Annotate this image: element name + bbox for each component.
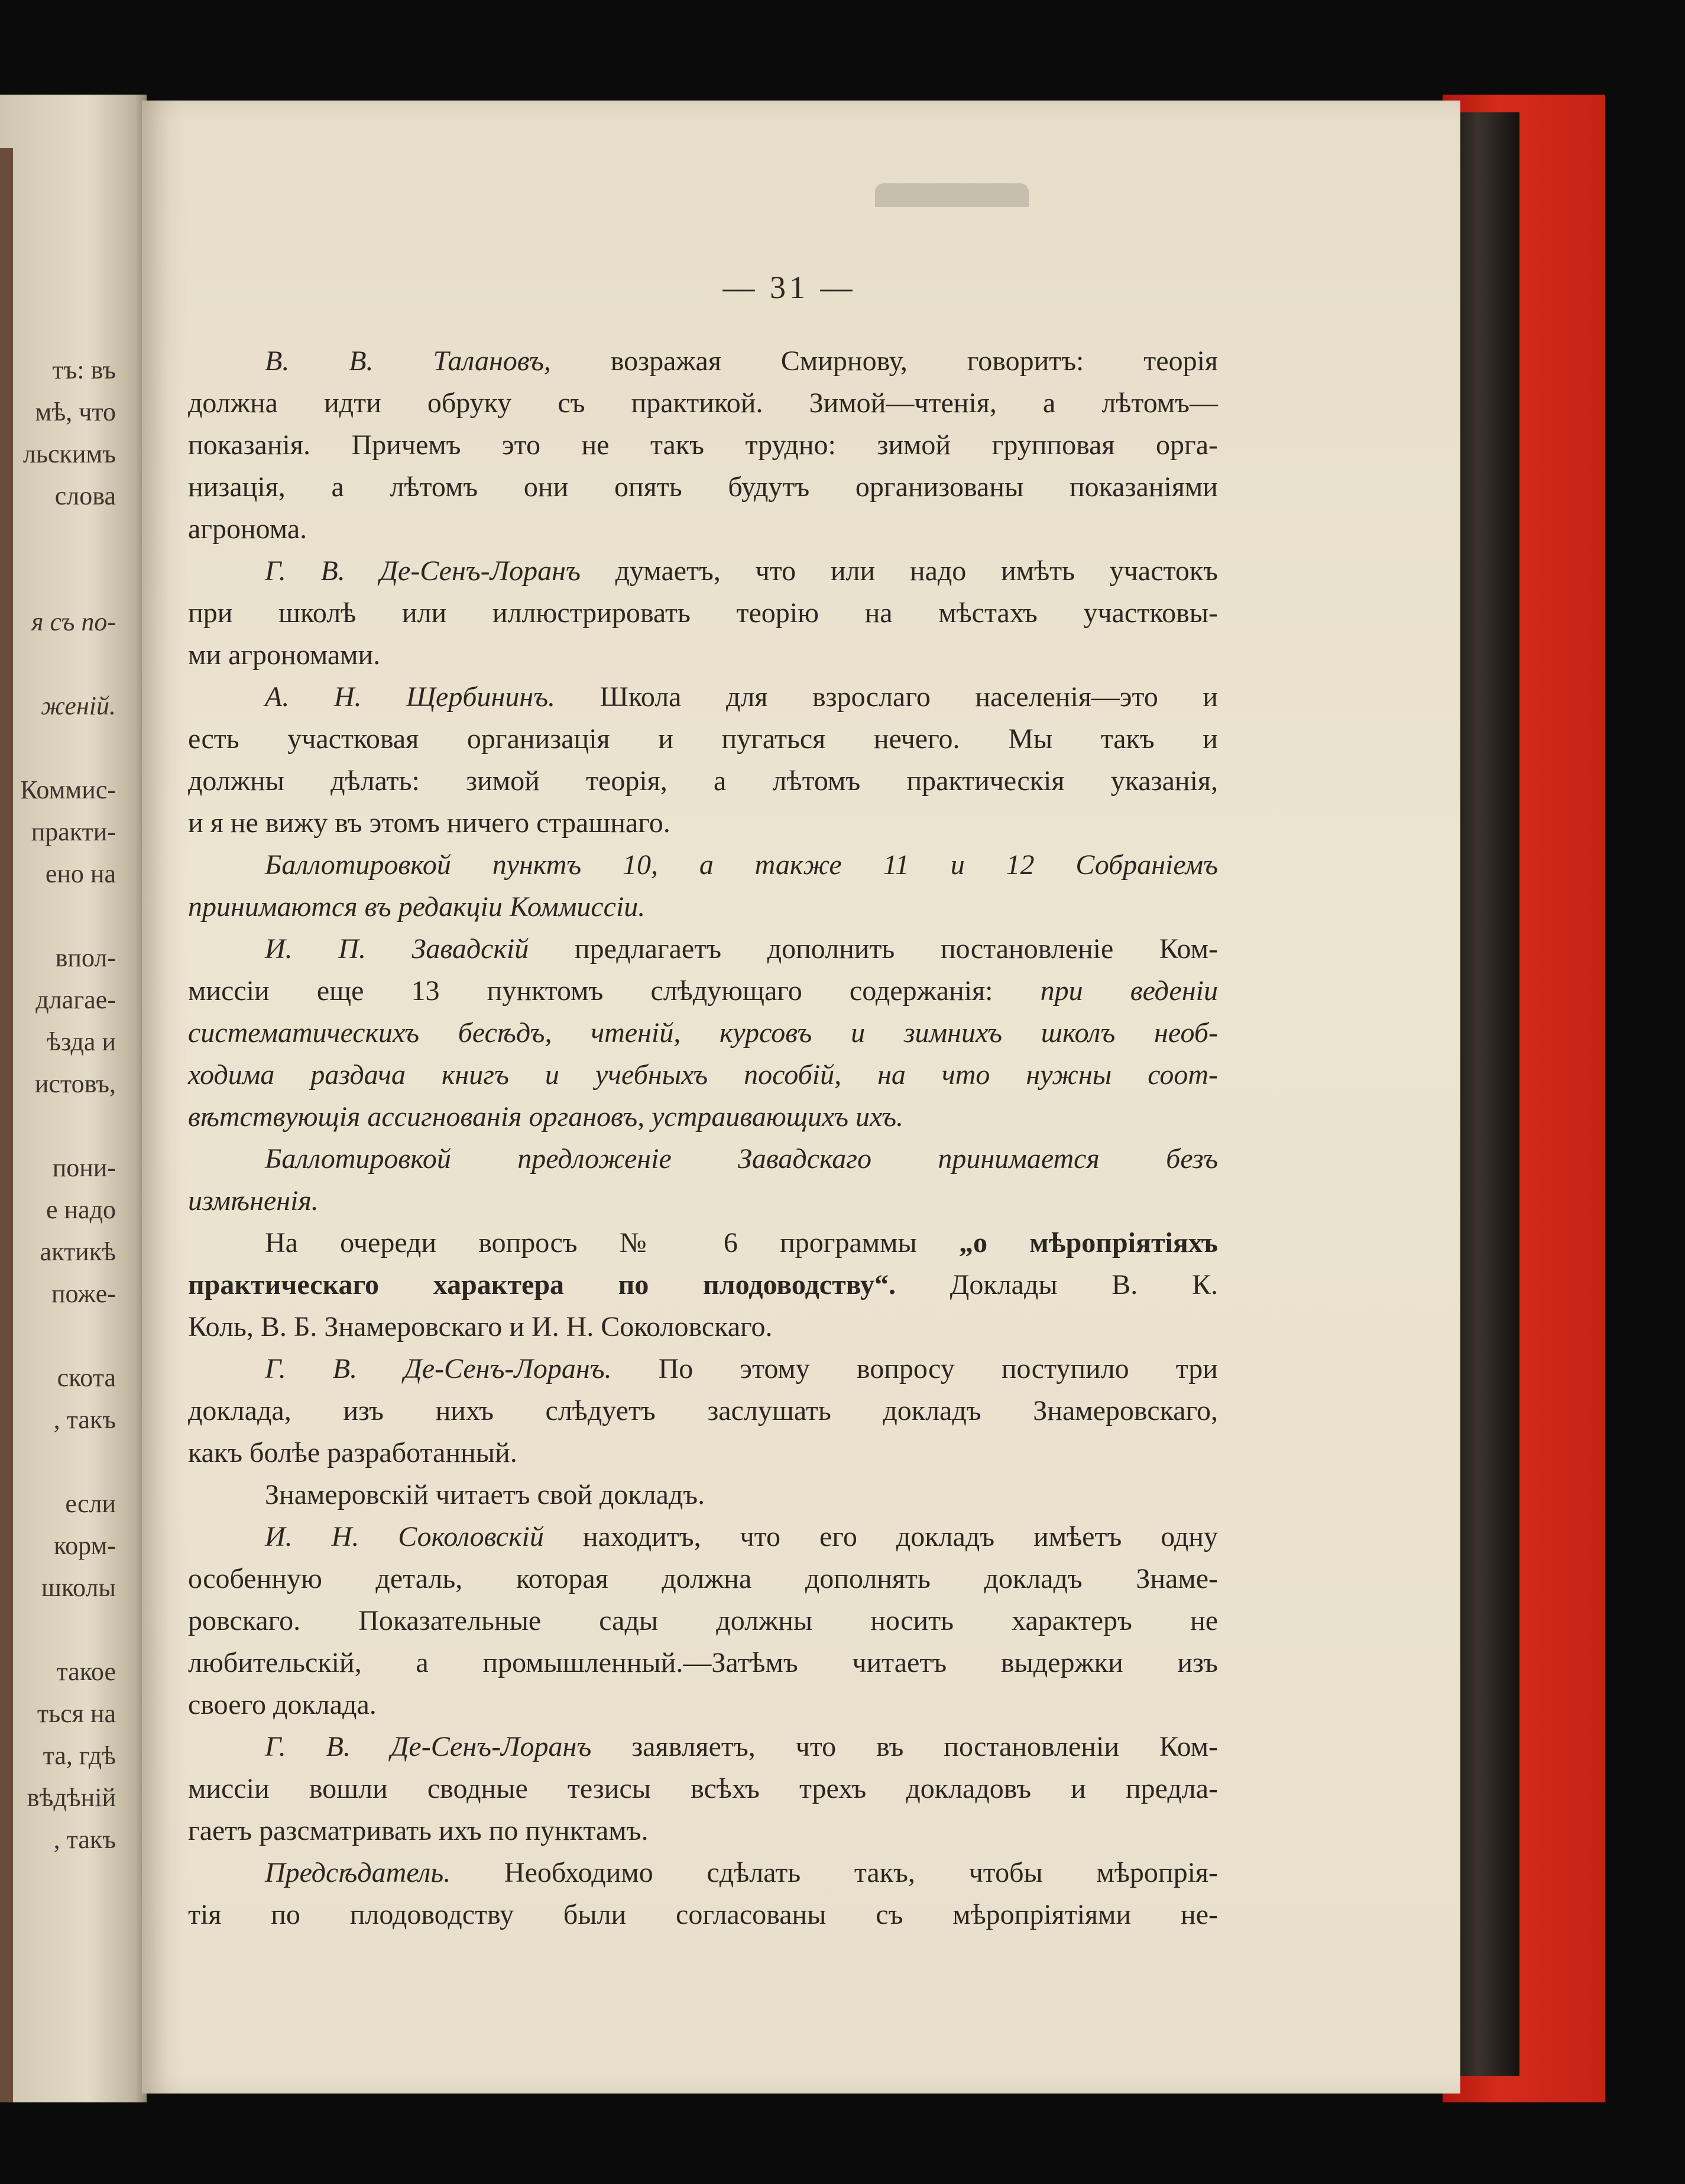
text-segment: агронома.	[188, 513, 307, 545]
text-segment: возражая Смирнову, говоритъ: теорія	[550, 345, 1218, 377]
left-page-line: истовъ,	[34, 1069, 116, 1098]
left-page-line: актикѣ	[40, 1237, 116, 1266]
text-line	[188, 1600, 1218, 1642]
text-line	[188, 886, 1218, 928]
italic-text: Баллотировкой предложеніе Завадскаго принимается безъ	[265, 1143, 1218, 1174]
italic-text: Баллотировкой пунктъ 10, а также 11 и 12 Собраніемъ	[265, 849, 1218, 881]
text-line	[188, 1348, 1218, 1390]
text-line	[188, 1432, 1218, 1474]
paragraph	[188, 1138, 1218, 1222]
text-line	[188, 550, 1218, 592]
text-segment: и я не вижу въ этомъ ничего страшнаго.	[188, 807, 670, 839]
text-line	[188, 1768, 1218, 1810]
left-page-line	[0, 1105, 116, 1147]
text-segment: думаетъ, что или надо имѣть участокъ	[580, 555, 1218, 587]
text-segment: На очереди вопросъ № 6 программы	[265, 1227, 959, 1258]
italic-text: А. Н. Щербининъ.	[265, 681, 556, 713]
bold-text: практическаго характера по плодоводству“.	[188, 1269, 896, 1300]
text-line	[188, 1390, 1218, 1432]
text-line	[188, 1264, 1218, 1306]
text-line	[188, 1012, 1218, 1054]
text-segment: низація, а лѣтомъ они опять будутъ организованы показаніями	[188, 471, 1218, 503]
left-page-line: если	[65, 1489, 116, 1518]
left-page-line: пони-	[52, 1153, 116, 1182]
italic-text: систематическихъ бесѣдъ, чтеній, курсовъ и зимнихъ школъ необ-	[188, 1017, 1218, 1049]
text-segment: любительскій, а промышленный.—Затѣмъ читаетъ выдержки изъ	[188, 1647, 1218, 1678]
italic-text: Г. В. Де-Сенъ-Лоранъ.	[265, 1353, 612, 1384]
text-segment: По этому вопросу поступило три	[611, 1353, 1218, 1384]
italic-text: Г. В. Де-Сенъ-Лоранъ	[265, 555, 581, 587]
left-page-line: пожe-	[51, 1279, 116, 1308]
text-line	[188, 1180, 1218, 1222]
text-line	[188, 676, 1218, 718]
text-line	[188, 718, 1218, 760]
left-page-line: женій.	[41, 691, 116, 720]
left-page-line: скота	[57, 1363, 116, 1392]
text-segment: особенную деталь, которая должна дополнять докладъ Знаме-	[188, 1563, 1218, 1594]
text-line	[188, 1306, 1218, 1348]
left-page-line: такое	[56, 1657, 116, 1686]
page-number: — 31 —	[722, 270, 856, 305]
text-line	[188, 508, 1218, 550]
text-line	[188, 1894, 1218, 1936]
paragraph	[188, 550, 1218, 676]
text-line	[188, 760, 1218, 802]
text-line	[188, 1054, 1218, 1096]
text-line	[188, 1642, 1218, 1684]
text-line	[188, 424, 1218, 466]
italic-text: вѣтствующія ассигнованія органовъ, устраивающихъ ихъ.	[188, 1101, 904, 1133]
left-page-line: та, гдѣ	[43, 1741, 116, 1770]
page-block-edge	[1451, 112, 1519, 2076]
text-segment: есть участковая организація и пугаться нечего. Мы такъ и	[188, 723, 1218, 755]
text-line	[188, 1726, 1218, 1768]
paragraph	[188, 1726, 1218, 1852]
left-page-line: ено на	[45, 859, 116, 888]
left-page-line: ѣзда и	[47, 1027, 116, 1056]
text-segment: миссіи вошли сводные тезисы всѣхъ трехъ докладовъ и предла-	[188, 1773, 1218, 1804]
text-line	[188, 1222, 1218, 1264]
left-page-line: е надо	[46, 1195, 116, 1224]
text-line	[188, 802, 1218, 844]
text-segment: гаетъ разсматривать ихъ по пунктамъ.	[188, 1815, 649, 1846]
paragraph	[188, 844, 1218, 928]
left-page-line: мѣ, что	[35, 397, 116, 426]
left-page-line	[0, 895, 116, 937]
text-segment: Школа для взрослаго населенія—это и	[555, 681, 1219, 713]
text-line	[188, 466, 1218, 508]
text-segment: Знамеровскій читаетъ свой докладъ.	[265, 1479, 705, 1510]
italic-text: Г. В. Де-Сенъ-Лоранъ	[265, 1731, 592, 1762]
left-page-line	[0, 1609, 116, 1651]
text-line	[188, 634, 1218, 676]
text-line	[188, 928, 1218, 970]
text-line	[188, 970, 1218, 1012]
italic-text: измѣненія.	[188, 1185, 319, 1216]
text-line	[188, 1474, 1218, 1516]
bookmark-tab	[875, 183, 1029, 207]
left-page	[0, 95, 147, 2102]
left-page-line: Коммис-	[20, 775, 116, 804]
left-page-text	[0, 349, 116, 1861]
left-page-line	[0, 559, 116, 601]
text-segment: Доклады В. К.	[895, 1269, 1218, 1300]
paragraph	[188, 676, 1218, 844]
text-segment: должны дѣлать: зимой теорія, а лѣтомъ практическія указанія,	[188, 765, 1218, 797]
text-segment: заявляетъ, что въ постановленіи Ком-	[591, 1731, 1219, 1762]
text-segment: тія по плодоводству были согласованы съ мѣропріятіями не-	[188, 1899, 1218, 1930]
paragraph	[188, 928, 1218, 1138]
text-segment: при школѣ или иллюстрировать теорію на мѣстахъ участковы-	[188, 597, 1218, 629]
text-segment: Необходимо сдѣлать такъ, чтобы мѣропрія-	[451, 1857, 1218, 1888]
left-page-line: впол-	[55, 943, 116, 972]
text-line	[188, 844, 1218, 886]
text-line	[188, 1810, 1218, 1852]
text-line	[188, 1516, 1218, 1558]
paragraph	[188, 1852, 1218, 1936]
left-page-line	[0, 727, 116, 769]
text-line	[188, 1852, 1218, 1894]
bold-text: „о мѣропріятіяхъ	[958, 1227, 1218, 1258]
italic-text: И. П. Завадскій	[265, 933, 529, 965]
italic-text: Предсѣдатель.	[265, 1857, 451, 1888]
text-segment: миссіи еще 13 пунктомъ слѣдующаго содержанія:	[188, 975, 1041, 1007]
left-page-line: длагае-	[35, 985, 116, 1014]
text-segment: предлагаетъ дополнить постановленіе Ком-	[529, 933, 1219, 965]
left-page-line: , такъ	[53, 1825, 116, 1854]
italic-text: В. В. Талановъ,	[265, 345, 551, 377]
text-segment: ми агрономами.	[188, 639, 381, 671]
paragraph	[188, 1348, 1218, 1474]
paragraph	[188, 1516, 1218, 1726]
text-segment: Коль, В. Б. Знамеровскаго и И. Н. Соколовскаго.	[188, 1311, 773, 1342]
paragraph	[188, 340, 1218, 550]
left-page-line: вѣдѣній	[27, 1783, 116, 1812]
left-page-line: слова	[54, 481, 116, 510]
italic-text: И. Н. Соколовскій	[265, 1521, 544, 1552]
text-line	[188, 382, 1218, 424]
paragraph	[188, 1474, 1218, 1516]
text-segment: какъ болѣе разработанный.	[188, 1437, 517, 1468]
left-page-line: я съ по-	[31, 607, 116, 636]
left-page-line	[0, 1441, 116, 1483]
left-page-line: , такъ	[53, 1405, 116, 1434]
text-line	[188, 592, 1218, 634]
left-page-line: практи-	[31, 817, 116, 846]
text-line	[188, 1684, 1218, 1726]
text-segment: показанія. Причемъ это не такъ трудно: зимой групповая орга-	[188, 429, 1218, 461]
text-segment: доклада, изъ нихъ слѣдуетъ заслушать докладъ Знамеровскаго,	[188, 1395, 1218, 1426]
text-segment: должна идти обруку съ практикой. Зимой—чтенія, а лѣтомъ—	[188, 387, 1218, 419]
text-segment: ровскаго. Показательные сады должны носить характеръ не	[188, 1605, 1218, 1636]
text-segment: находитъ, что его докладъ имѣетъ одну	[543, 1521, 1218, 1552]
paragraph	[188, 1222, 1218, 1348]
left-page-line: тъ: въ	[52, 355, 116, 384]
italic-text: при веденіи	[1040, 975, 1218, 1007]
text-segment: своего доклада.	[188, 1689, 377, 1720]
page-body-text	[188, 340, 1218, 1936]
text-line	[188, 1096, 1218, 1138]
left-page-line: льскимъ	[22, 439, 116, 468]
text-line	[188, 1138, 1218, 1180]
left-page-line	[0, 643, 116, 685]
left-page-line: школы	[41, 1573, 116, 1602]
left-page-line	[0, 517, 116, 559]
left-page-line: корм-	[54, 1531, 116, 1560]
italic-text: ходима раздача книгъ и учебныхъ пособій, на что нужны соот-	[188, 1059, 1218, 1091]
left-page-line	[0, 1315, 116, 1357]
text-line	[188, 1558, 1218, 1600]
left-page-line: ться на	[37, 1699, 116, 1728]
italic-text: принимаются въ редакціи Коммиссіи.	[188, 891, 646, 923]
text-line	[188, 340, 1218, 382]
